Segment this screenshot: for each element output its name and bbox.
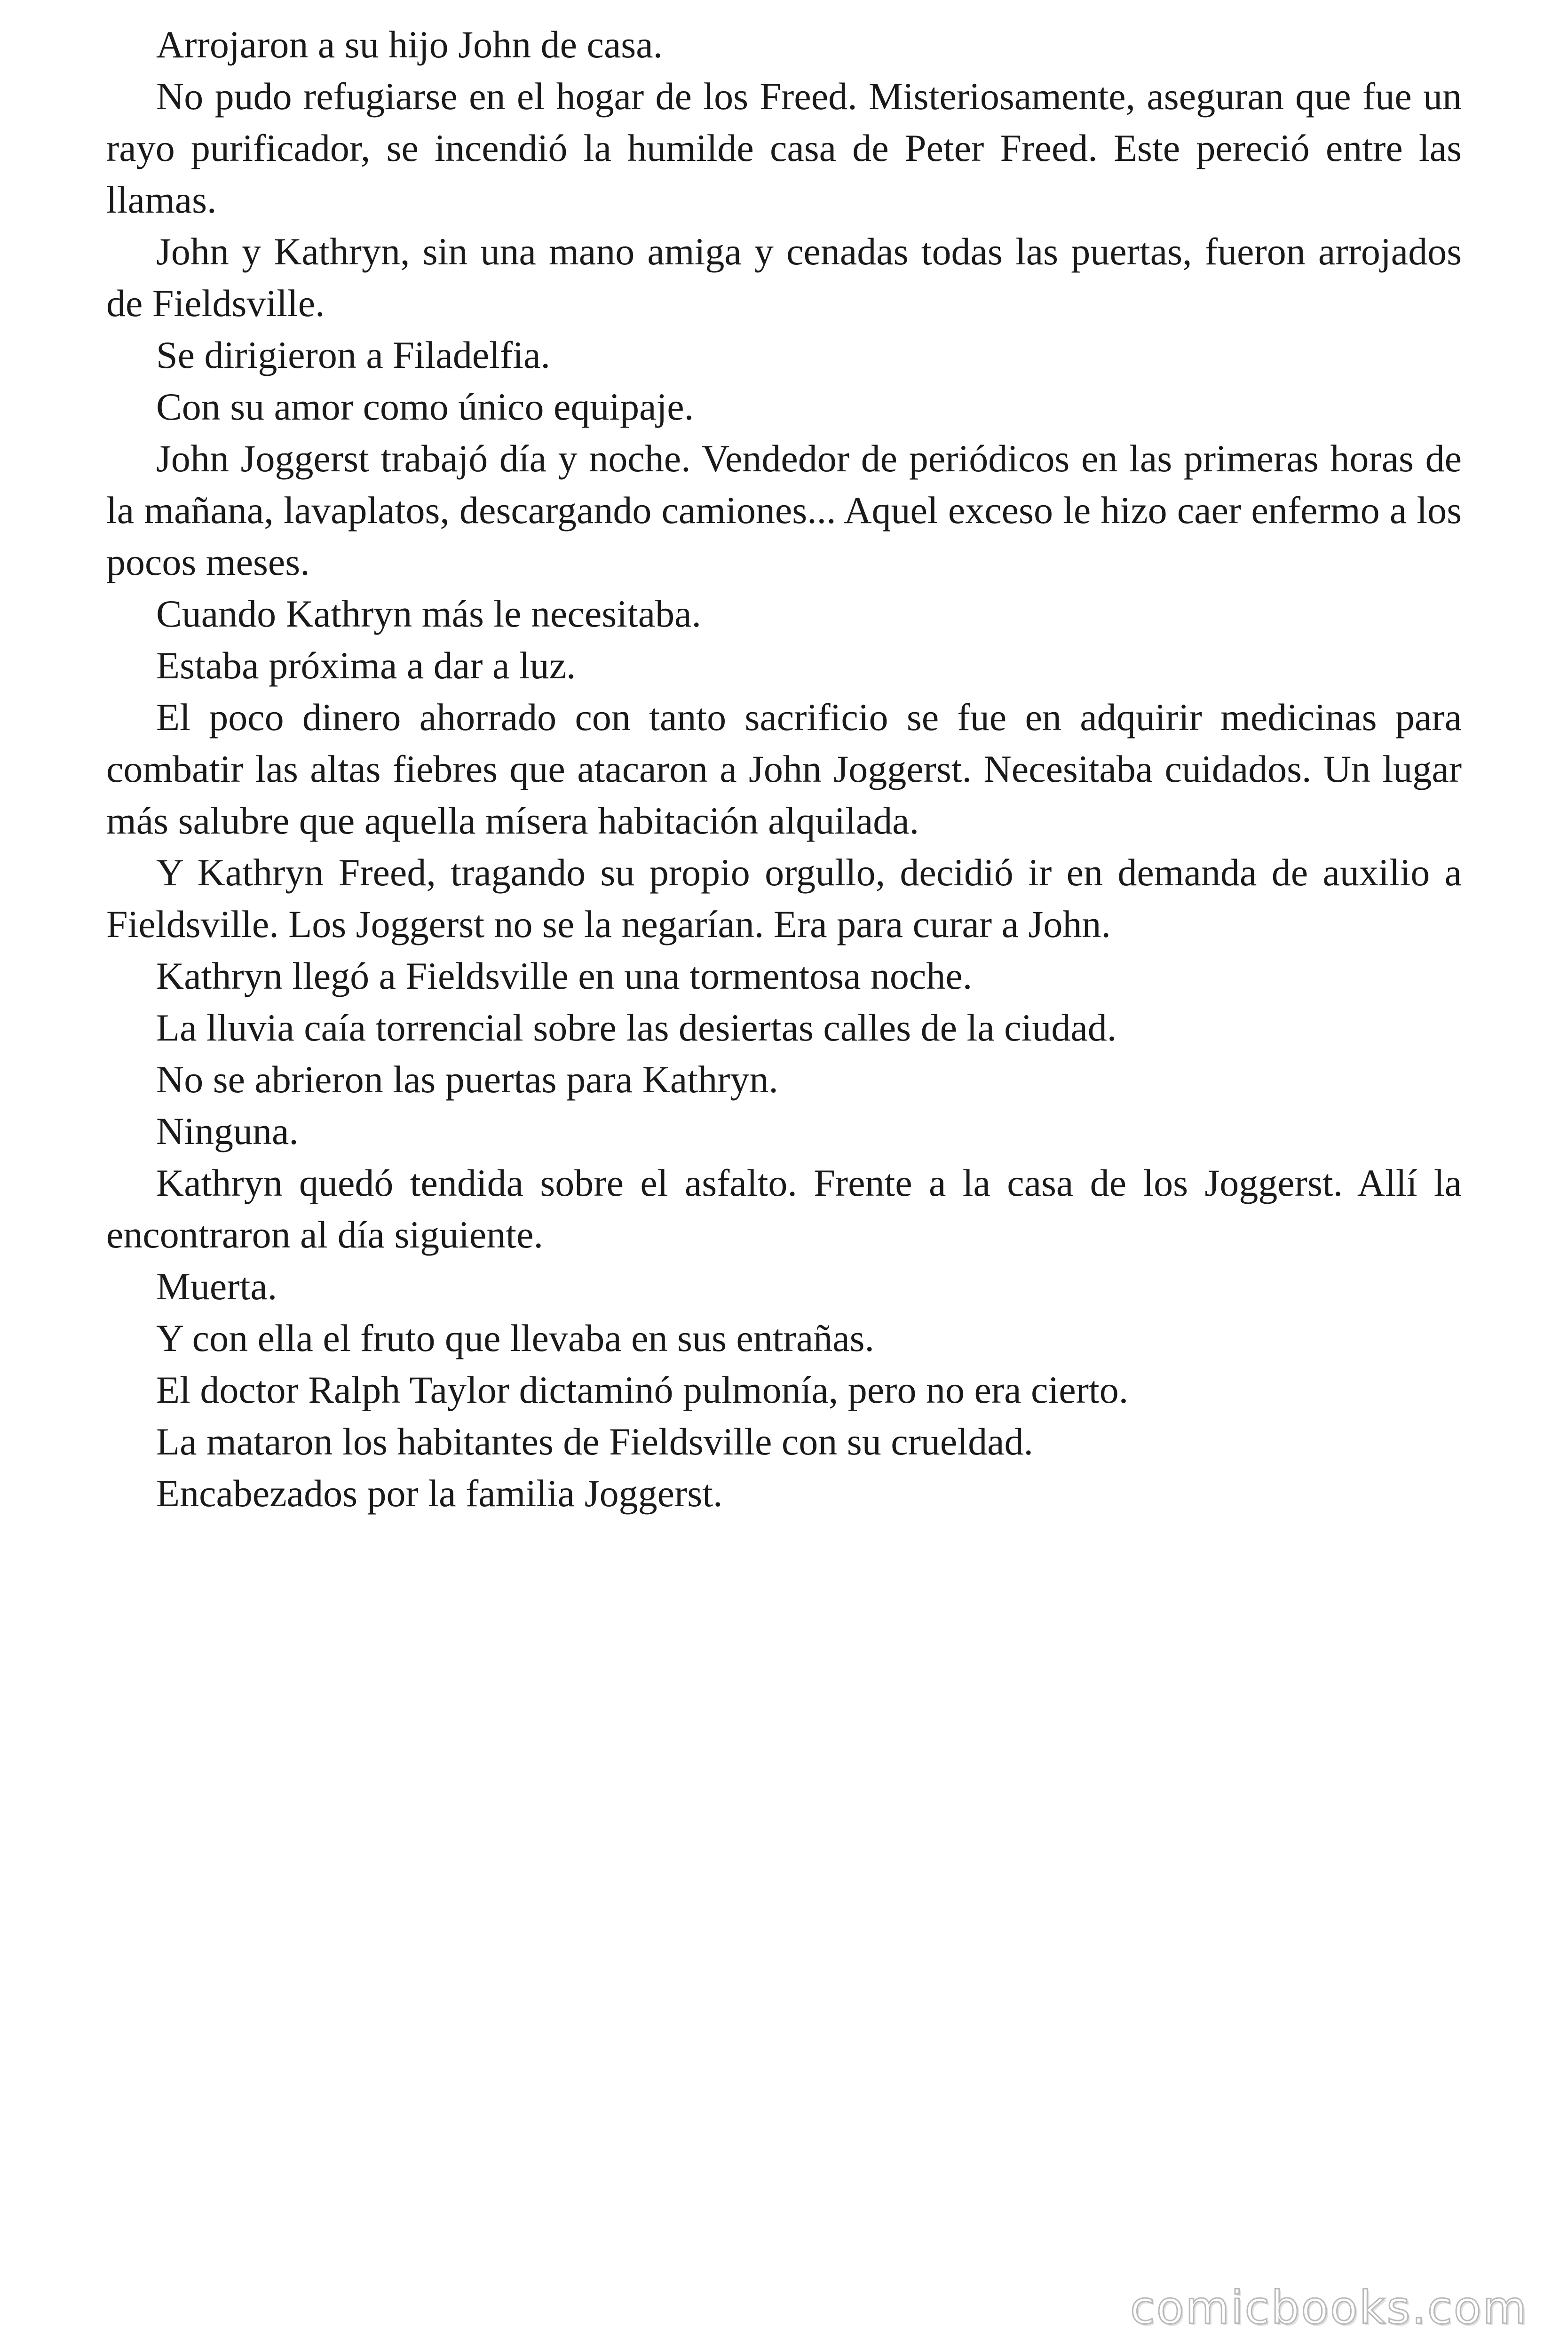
paragraph: Estaba próxima a dar a luz. bbox=[156, 644, 576, 687]
paragraph: No se abrieron las puertas para Kathryn. bbox=[156, 1058, 778, 1101]
paragraph: Y Kathryn Freed, tragando su propio orgullo, decidió ir en demanda de auxilio a Fieldsville. Los Joggerst no se la negarían. Era para curar a John. bbox=[106, 851, 1462, 946]
paragraph: Muerta. bbox=[156, 1265, 277, 1308]
paragraph: Kathryn llegó a Fieldsville en una tormentosa noche. bbox=[156, 954, 973, 997]
paragraph: No pudo refugiarse en el hogar de los Freed. Misteriosamente, aseguran que fue un rayo purificador, se incendió la humilde casa de Peter Freed. Este pereció entre las llamas. bbox=[106, 75, 1462, 221]
body-text bbox=[106, 19, 1462, 1519]
paragraph: Encabezados por la familia Joggerst. bbox=[156, 1472, 723, 1515]
paragraph: La lluvia caía torrencial sobre las desiertas calles de la ciudad. bbox=[156, 1006, 1117, 1049]
paragraph: Kathryn quedó tendida sobre el asfalto. Frente a la casa de los Joggerst. Allí la encontraron al día siguiente. bbox=[106, 1161, 1462, 1256]
paragraph: Y con ella el fruto que llevaba en sus entrañas. bbox=[156, 1317, 875, 1359]
watermark: comicbooks.com bbox=[1130, 2281, 1528, 2334]
paragraph: John Joggerst trabajó día y noche. Vendedor de periódicos en las primeras horas de la mañana, lavaplatos, descargando camiones... Aquel exceso le hizo caer enfermo a los pocos meses. bbox=[106, 437, 1462, 583]
paragraph: El poco dinero ahorrado con tanto sacrificio se fue en adquirir medicinas para combatir las altas fiebres que atacaron a John Joggerst. Necesitaba cuidados. Un lugar más salubre que aquella mísera habitación alquilada. bbox=[106, 696, 1462, 842]
paragraph: Cuando Kathryn más le necesitaba. bbox=[156, 592, 702, 635]
paragraph: La mataron los habitantes de Fieldsville con su crueldad. bbox=[156, 1420, 1033, 1463]
paragraph: Con su amor como único equipaje. bbox=[156, 385, 694, 428]
paragraph: John y Kathryn, sin una mano amiga y cenadas todas las puertas, fueron arrojados de Fieldsville. bbox=[106, 230, 1462, 325]
paragraph: Arrojaron a su hijo John de casa. bbox=[156, 23, 663, 66]
paragraph: Ninguna. bbox=[156, 1110, 299, 1152]
paragraph: Se dirigieron a Filadelfia. bbox=[156, 334, 550, 376]
paragraph: El doctor Ralph Taylor dictaminó pulmonía, pero no era cierto. bbox=[156, 1368, 1129, 1411]
